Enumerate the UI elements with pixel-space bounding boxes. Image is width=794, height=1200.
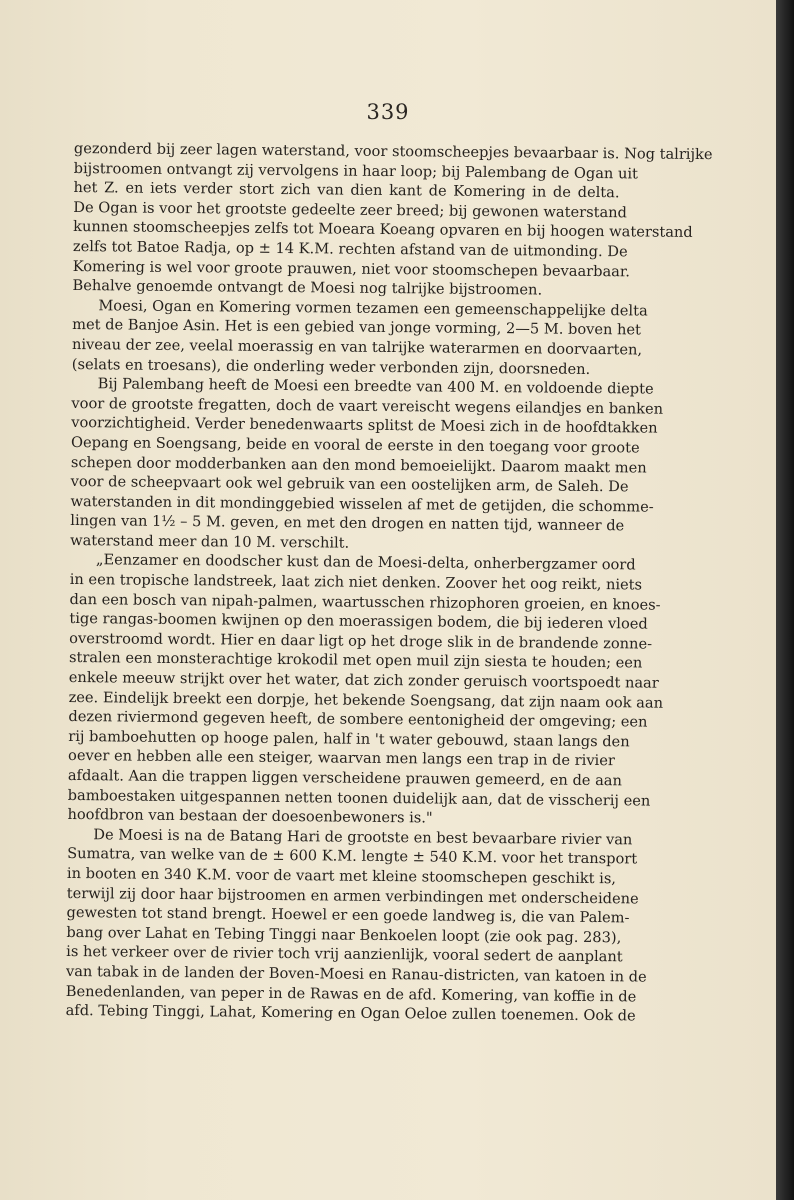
text-line: Behalve genoemde ontvangt de Moesi nog talrijke bijstroomen. [72,277,543,299]
text-line: kunnen stoomscheepjes zelfs tot Moeara Koeang opvaren en bij hoogen waterstand [73,218,693,242]
text-line: afd. Tebing Tinggi, Lahat, Komering en Ogan Oeloe zullen toenemen. Ook de [65,1002,636,1025]
text-line: De Moesi is na de Batang Hari de grootste en best bevaarbare rivier van [93,825,633,849]
text-line: waterstanden in dit mondinggebied wisselen af met de getijden, die schomme- [70,492,654,516]
body-text [65,139,713,1026]
text-line: afdaalt. Aan die trappen liggen verscheidene prauwen gemeerd, en de aan [67,766,623,790]
text-line: Oepang en Soengsang, beide en vooral de eerste in den toegang voor groote [71,433,640,457]
text-line: terwijl zij door haar bijstroomen en armen verbindingen met onderscheidene [66,884,639,908]
text-line: zelfs tot Batoe Radja, op ± 14 K.M. rechten afstand van de uitmonding. De [72,237,628,261]
text-line: van tabak in de landen der Boven-Moesi en Ranau-districten, van katoen in de [65,962,647,986]
text-line: rij bamboehutten op hooge palen, half in 't water gebouwd, staan langs den [68,727,630,751]
text-line: schepen door modderbanken aan den mond bemoeielijkt. Daarom maakt men [70,453,647,477]
text-line: bamboestaken uitgespannen netten toonen duidelijk aan, dat de visscherij een [67,786,651,810]
text-line: Benedenlanden, van peper in de Rawas en de afd. Komering, van koffie in de [65,982,637,1005]
text-line: het Z. en iets verder stort zich van dien kant de Komering in de delta. [73,179,620,202]
text-line: „Eenzamer en doodscher kust dan de Moesi-delta, onherbergzamer oord [95,551,636,574]
text-line: dan een bosch van nipah-palmen, waartusschen rhizophoren groeien, en knoes- [69,590,661,614]
text-line: stralen een monsterachtige krokodil met open muil zijn siesta te houden; een [68,649,643,672]
text-line: De Ogan is voor het grootste gedeelte zeer breed; bij gewonen waterstand [73,198,628,222]
text-line: voor de scheepvaart ook wel gebruik van een oostelijken arm, de Saleh. De [70,473,629,496]
text-line: is het verkeer over de rivier toch vrij aanzienlijk, vooral sedert de aanplant [66,943,623,966]
text-line: Komering is wel voor groote prauwen, niet voor stoomschepen bevaarbaar. [72,257,631,280]
page-number: 339 [366,100,410,124]
text-line: zee. Eindelijk breekt een dorpje, het bekende Soengsang, dat zijn naam ook aan [68,688,664,712]
text-line: in een tropische landstreek, laat zich niet denken. Zoover het oog reikt, niets [69,571,643,594]
text-line: dezen riviermond gegeven heeft, de sombere eentonigheid der omgeving; een [68,708,648,731]
text-line: oever en hebben alle een steiger, waarvan men langs een trap in de rivier [67,747,615,770]
text-line: lingen van 1½ – 5 M. geven, en met den drogen en natten tijd, wanneer de [70,512,625,535]
text-line: voorzichtigheid. Verder benedenwaarts splitst de Moesi zich in de hoofdtakken [71,414,658,437]
text-line: bijstroomen ontvangt zij vervolgens in haar loop; bij Palembang de Ogan uit [73,159,639,183]
text-line: bang over Lahat en Tebing Tinggi naar Benkoelen loopt (zie ook pag. 283), [66,923,622,947]
text-line: enkele meeuw strijkt over het water, dat zich zonder geruisch voortspoedt naar [68,669,659,692]
text-line: Bij Palembang heeft de Moesi een breedte van 400 M. en voldoende diepte [97,375,654,398]
text-line: gezonderd bij zeer lagen waterstand, voor stoomscheepjes bevaarbaar is. Nog talrijke [73,139,713,164]
text-line: in booten en 340 K.M. voor de vaart met kleine stoomschepen geschikt is, [66,864,617,888]
text-line: gewesten tot stand brengt. Hoewel er een goede landweg is, die van Palem- [66,904,630,927]
text-line: Moesi, Ogan en Komering vormen tezamen een gemeenschappelijke delta [98,296,648,320]
text-line: Sumatra, van welke van de ± 600 K.M. lengte ± 540 K.M. voor het transport [67,845,638,868]
text-line: hoofdbron van bestaan der doesoenbewoners is." [67,806,433,827]
text-line: tige rangas-boomen kwijnen op den moerassigen bodem, die bij iederen vloed [69,610,648,633]
page-edge [776,0,794,1200]
text-line: waterstand meer dan 10 M. verschilt. [70,531,350,552]
text-line: (selats en troesans), die onderling weder verbonden zijn, doorsneden. [71,355,591,378]
text-line: niveau der zee, veelal moerassig en van talrijke waterarmen en doorvaarten, [71,335,643,359]
text-line: met de Banjoe Asin. Het is een gebied van jonge vorming, 2—5 M. boven het [72,316,642,339]
text-line: overstroomd wordt. Hier en daar ligt op het droge slik in de brandende zonne- [69,629,653,653]
text-line: voor de grootste fregatten, doch de vaart vereischt wegens eilandjes en banken [71,394,664,418]
